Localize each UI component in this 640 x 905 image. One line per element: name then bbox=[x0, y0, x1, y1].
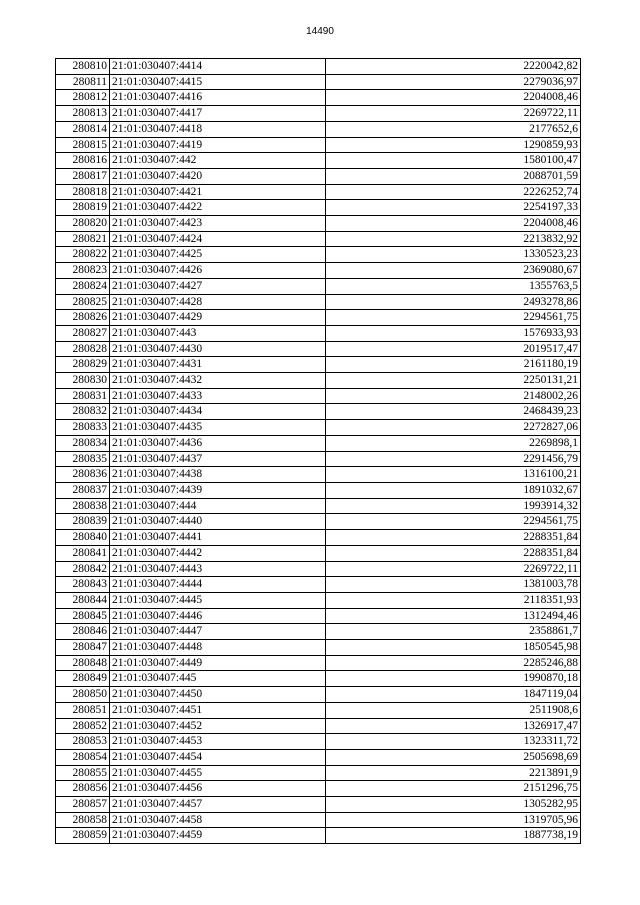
row-number-cell: 280812 bbox=[56, 90, 110, 106]
cadastral-number-cell: 21:01:030407:4439 bbox=[110, 482, 326, 498]
table-row bbox=[56, 404, 581, 420]
cadastral-value-cell: 2118351,93 bbox=[326, 592, 581, 608]
table-row bbox=[56, 781, 581, 797]
table-row bbox=[56, 310, 581, 326]
cadastral-value-cell: 1990870,18 bbox=[326, 671, 581, 687]
cadastral-number-cell: 21:01:030407:4445 bbox=[110, 592, 326, 608]
table-row bbox=[56, 608, 581, 624]
cadastral-number-cell: 21:01:030407:4456 bbox=[110, 781, 326, 797]
cadastral-value-cell: 2148002,26 bbox=[326, 388, 581, 404]
row-number-cell: 280810 bbox=[56, 59, 110, 75]
cadastral-value-cell: 2254197,33 bbox=[326, 200, 581, 216]
cadastral-number-cell: 21:01:030407:444 bbox=[110, 498, 326, 514]
cadastral-value-cell: 1290859,93 bbox=[326, 137, 581, 153]
cadastral-value-cell: 1580100,47 bbox=[326, 153, 581, 169]
row-number-cell: 280831 bbox=[56, 388, 110, 404]
cadastral-value-cell: 1319705,96 bbox=[326, 812, 581, 828]
table-row bbox=[56, 451, 581, 467]
row-number-cell: 280832 bbox=[56, 404, 110, 420]
row-number-cell: 280848 bbox=[56, 655, 110, 671]
cadastral-number-cell: 21:01:030407:4428 bbox=[110, 294, 326, 310]
cadastral-value-cell: 1887738,19 bbox=[326, 828, 581, 844]
cadastral-value-cell: 1576933,93 bbox=[326, 325, 581, 341]
table-row bbox=[56, 797, 581, 813]
cadastral-number-cell: 21:01:030407:4457 bbox=[110, 797, 326, 813]
table-row bbox=[56, 121, 581, 137]
table-row bbox=[56, 59, 581, 75]
table-row bbox=[56, 828, 581, 844]
table-row bbox=[56, 90, 581, 106]
row-number-cell: 280815 bbox=[56, 137, 110, 153]
table-row bbox=[56, 640, 581, 656]
row-number-cell: 280846 bbox=[56, 624, 110, 640]
cadastral-value-cell: 2204008,46 bbox=[326, 216, 581, 232]
table-row bbox=[56, 184, 581, 200]
table-row bbox=[56, 765, 581, 781]
row-number-cell: 280859 bbox=[56, 828, 110, 844]
cadastral-value-cell: 2250131,21 bbox=[326, 373, 581, 389]
cadastral-number-cell: 21:01:030407:4440 bbox=[110, 514, 326, 530]
table-body bbox=[56, 59, 581, 844]
row-number-cell: 280826 bbox=[56, 310, 110, 326]
row-number-cell: 280840 bbox=[56, 530, 110, 546]
table-row bbox=[56, 435, 581, 451]
cadastral-number-cell: 21:01:030407:4446 bbox=[110, 608, 326, 624]
table-row bbox=[56, 200, 581, 216]
cadastral-value-cell: 2468439,23 bbox=[326, 404, 581, 420]
cadastral-value-cell: 2088701,59 bbox=[326, 168, 581, 184]
cadastral-value-cell: 2288351,84 bbox=[326, 530, 581, 546]
cadastral-number-cell: 21:01:030407:445 bbox=[110, 671, 326, 687]
page-number: 14490 bbox=[306, 26, 334, 37]
table-row bbox=[56, 168, 581, 184]
table-row bbox=[56, 624, 581, 640]
row-number-cell: 280842 bbox=[56, 561, 110, 577]
row-number-cell: 280843 bbox=[56, 577, 110, 593]
row-number-cell: 280844 bbox=[56, 592, 110, 608]
cadastral-number-cell: 21:01:030407:4443 bbox=[110, 561, 326, 577]
row-number-cell: 280817 bbox=[56, 168, 110, 184]
cadastral-value-cell: 1312494,46 bbox=[326, 608, 581, 624]
cadastral-number-cell: 21:01:030407:4437 bbox=[110, 451, 326, 467]
cadastral-number-cell: 21:01:030407:4455 bbox=[110, 765, 326, 781]
row-number-cell: 280850 bbox=[56, 687, 110, 703]
cadastral-number-cell: 21:01:030407:4415 bbox=[110, 74, 326, 90]
cadastral-value-cell: 2505698,69 bbox=[326, 749, 581, 765]
row-number-cell: 280856 bbox=[56, 781, 110, 797]
cadastral-value-cell: 2294561,75 bbox=[326, 514, 581, 530]
cadastral-number-cell: 21:01:030407:4425 bbox=[110, 247, 326, 263]
cadastral-value-cell: 1381003,78 bbox=[326, 577, 581, 593]
table-row bbox=[56, 341, 581, 357]
table-row bbox=[56, 498, 581, 514]
cadastral-value-cell: 2288351,84 bbox=[326, 545, 581, 561]
cadastral-value-cell: 2151296,75 bbox=[326, 781, 581, 797]
row-number-cell: 280823 bbox=[56, 263, 110, 279]
cadastral-value-cell: 1993914,32 bbox=[326, 498, 581, 514]
row-number-cell: 280825 bbox=[56, 294, 110, 310]
table-row bbox=[56, 671, 581, 687]
cadastral-number-cell: 21:01:030407:4414 bbox=[110, 59, 326, 75]
row-number-cell: 280821 bbox=[56, 231, 110, 247]
cadastral-value-cell: 2369080,67 bbox=[326, 263, 581, 279]
table-row bbox=[56, 263, 581, 279]
table-row bbox=[56, 718, 581, 734]
cadastral-value-cell: 1316100,21 bbox=[326, 467, 581, 483]
cadastral-value-cell: 2269722,11 bbox=[326, 561, 581, 577]
table-row bbox=[56, 388, 581, 404]
row-number-cell: 280847 bbox=[56, 640, 110, 656]
table-row bbox=[56, 216, 581, 232]
cadastral-value-cell: 2177652,6 bbox=[326, 121, 581, 137]
cadastral-number-cell: 21:01:030407:4435 bbox=[110, 420, 326, 436]
row-number-cell: 280811 bbox=[56, 74, 110, 90]
row-number-cell: 280822 bbox=[56, 247, 110, 263]
cadastral-number-cell: 21:01:030407:4449 bbox=[110, 655, 326, 671]
table-row bbox=[56, 294, 581, 310]
table-row bbox=[56, 74, 581, 90]
table-row bbox=[56, 153, 581, 169]
cadastral-value-cell: 1850545,98 bbox=[326, 640, 581, 656]
table-row bbox=[56, 561, 581, 577]
cadastral-number-cell: 21:01:030407:4447 bbox=[110, 624, 326, 640]
cadastral-number-cell: 21:01:030407:4453 bbox=[110, 734, 326, 750]
table-row bbox=[56, 687, 581, 703]
cadastral-value-cell: 1305282,95 bbox=[326, 797, 581, 813]
cadastral-number-cell: 21:01:030407:4436 bbox=[110, 435, 326, 451]
cadastral-number-cell: 21:01:030407:4434 bbox=[110, 404, 326, 420]
cadastral-number-cell: 21:01:030407:4458 bbox=[110, 812, 326, 828]
table-row bbox=[56, 749, 581, 765]
table-row bbox=[56, 545, 581, 561]
row-number-cell: 280845 bbox=[56, 608, 110, 624]
cadastral-value-cell: 1326917,47 bbox=[326, 718, 581, 734]
row-number-cell: 280813 bbox=[56, 106, 110, 122]
table-row bbox=[56, 655, 581, 671]
row-number-cell: 280816 bbox=[56, 153, 110, 169]
cadastral-number-cell: 21:01:030407:4419 bbox=[110, 137, 326, 153]
cadastral-value-cell: 1847119,04 bbox=[326, 687, 581, 703]
table-row bbox=[56, 247, 581, 263]
cadastral-number-cell: 21:01:030407:4422 bbox=[110, 200, 326, 216]
cadastral-number-cell: 21:01:030407:4442 bbox=[110, 545, 326, 561]
table-row bbox=[56, 467, 581, 483]
row-number-cell: 280839 bbox=[56, 514, 110, 530]
table-row bbox=[56, 420, 581, 436]
table-row bbox=[56, 577, 581, 593]
cadastral-value-cell: 2511908,6 bbox=[326, 702, 581, 718]
table-row bbox=[56, 106, 581, 122]
row-number-cell: 280820 bbox=[56, 216, 110, 232]
cadastral-value-cell: 2204008,46 bbox=[326, 90, 581, 106]
row-number-cell: 280837 bbox=[56, 482, 110, 498]
cadastral-value-cell: 2294561,75 bbox=[326, 310, 581, 326]
cadastral-number-cell: 21:01:030407:443 bbox=[110, 325, 326, 341]
cadastral-number-cell: 21:01:030407:4459 bbox=[110, 828, 326, 844]
table-row bbox=[56, 530, 581, 546]
row-number-cell: 280829 bbox=[56, 357, 110, 373]
row-number-cell: 280819 bbox=[56, 200, 110, 216]
cadastral-number-cell: 21:01:030407:4417 bbox=[110, 106, 326, 122]
table-row bbox=[56, 592, 581, 608]
cadastral-value-cell: 2213832,92 bbox=[326, 231, 581, 247]
table-row bbox=[56, 325, 581, 341]
cadastral-number-cell: 21:01:030407:4452 bbox=[110, 718, 326, 734]
cadastral-number-cell: 21:01:030407:4429 bbox=[110, 310, 326, 326]
row-number-cell: 280830 bbox=[56, 373, 110, 389]
cadastral-number-cell: 21:01:030407:4450 bbox=[110, 687, 326, 703]
cadastral-value-cell: 2272827,06 bbox=[326, 420, 581, 436]
row-number-cell: 280818 bbox=[56, 184, 110, 200]
table-row bbox=[56, 482, 581, 498]
cadastral-value-cell: 2291456,79 bbox=[326, 451, 581, 467]
table-row bbox=[56, 702, 581, 718]
row-number-cell: 280828 bbox=[56, 341, 110, 357]
cadastral-number-cell: 21:01:030407:442 bbox=[110, 153, 326, 169]
row-number-cell: 280838 bbox=[56, 498, 110, 514]
cadastral-number-cell: 21:01:030407:4431 bbox=[110, 357, 326, 373]
row-number-cell: 280833 bbox=[56, 420, 110, 436]
row-number-cell: 280855 bbox=[56, 765, 110, 781]
cadastral-number-cell: 21:01:030407:4451 bbox=[110, 702, 326, 718]
cadastral-number-cell: 21:01:030407:4441 bbox=[110, 530, 326, 546]
table-row bbox=[56, 231, 581, 247]
row-number-cell: 280858 bbox=[56, 812, 110, 828]
cadastral-value-cell: 1323311,72 bbox=[326, 734, 581, 750]
cadastral-number-cell: 21:01:030407:4454 bbox=[110, 749, 326, 765]
cadastral-number-cell: 21:01:030407:4418 bbox=[110, 121, 326, 137]
row-number-cell: 280836 bbox=[56, 467, 110, 483]
cadastral-value-cell: 2269722,11 bbox=[326, 106, 581, 122]
cadastral-number-cell: 21:01:030407:4432 bbox=[110, 373, 326, 389]
cadastral-value-cell: 1330523,23 bbox=[326, 247, 581, 263]
table-row bbox=[56, 373, 581, 389]
row-number-cell: 280835 bbox=[56, 451, 110, 467]
row-number-cell: 280827 bbox=[56, 325, 110, 341]
cadastral-value-cell: 2213891,9 bbox=[326, 765, 581, 781]
cadastral-number-cell: 21:01:030407:4448 bbox=[110, 640, 326, 656]
cadastral-value-cell: 2358861,7 bbox=[326, 624, 581, 640]
table-row bbox=[56, 357, 581, 373]
row-number-cell: 280853 bbox=[56, 734, 110, 750]
cadastral-number-cell: 21:01:030407:4427 bbox=[110, 278, 326, 294]
row-number-cell: 280854 bbox=[56, 749, 110, 765]
cadastral-value-cell: 2285246,88 bbox=[326, 655, 581, 671]
table-row bbox=[56, 137, 581, 153]
cadastral-value-cell: 2279036,97 bbox=[326, 74, 581, 90]
cadastral-value-cell: 2226252,74 bbox=[326, 184, 581, 200]
table-row bbox=[56, 812, 581, 828]
cadastral-number-cell: 21:01:030407:4421 bbox=[110, 184, 326, 200]
cadastral-value-cell: 1355763,5 bbox=[326, 278, 581, 294]
row-number-cell: 280814 bbox=[56, 121, 110, 137]
cadastral-number-cell: 21:01:030407:4426 bbox=[110, 263, 326, 279]
row-number-cell: 280849 bbox=[56, 671, 110, 687]
cadastral-value-table bbox=[55, 58, 581, 844]
row-number-cell: 280857 bbox=[56, 797, 110, 813]
cadastral-value-cell: 1891032,67 bbox=[326, 482, 581, 498]
cadastral-number-cell: 21:01:030407:4420 bbox=[110, 168, 326, 184]
row-number-cell: 280851 bbox=[56, 702, 110, 718]
cadastral-value-cell: 2220042,82 bbox=[326, 59, 581, 75]
cadastral-value-cell: 2161180,19 bbox=[326, 357, 581, 373]
table-row bbox=[56, 734, 581, 750]
cadastral-value-cell: 2269898,1 bbox=[326, 435, 581, 451]
table-row bbox=[56, 278, 581, 294]
row-number-cell: 280852 bbox=[56, 718, 110, 734]
cadastral-number-cell: 21:01:030407:4416 bbox=[110, 90, 326, 106]
table-row bbox=[56, 514, 581, 530]
row-number-cell: 280841 bbox=[56, 545, 110, 561]
cadastral-number-cell: 21:01:030407:4423 bbox=[110, 216, 326, 232]
cadastral-value-cell: 2493278,86 bbox=[326, 294, 581, 310]
cadastral-number-cell: 21:01:030407:4424 bbox=[110, 231, 326, 247]
cadastral-number-cell: 21:01:030407:4444 bbox=[110, 577, 326, 593]
cadastral-number-cell: 21:01:030407:4438 bbox=[110, 467, 326, 483]
row-number-cell: 280824 bbox=[56, 278, 110, 294]
cadastral-number-cell: 21:01:030407:4430 bbox=[110, 341, 326, 357]
cadastral-value-cell: 2019517,47 bbox=[326, 341, 581, 357]
cadastral-number-cell: 21:01:030407:4433 bbox=[110, 388, 326, 404]
row-number-cell: 280834 bbox=[56, 435, 110, 451]
